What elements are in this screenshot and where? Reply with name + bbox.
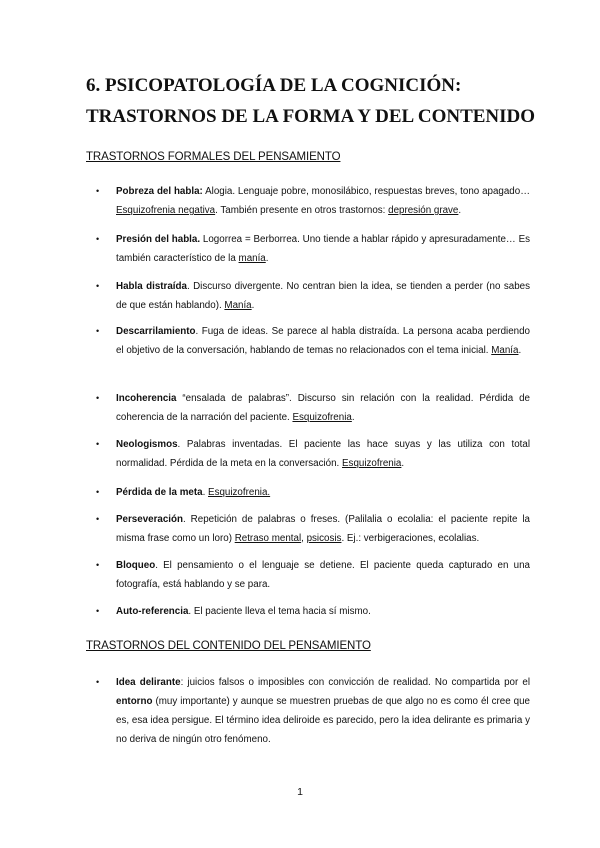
item-text: : juicios falsos o imposibles con convicción de realidad. No compartida por el [180, 677, 530, 688]
item-term: Idea delirante [116, 677, 181, 688]
item-text: . El paciente lleva el tema hacia sí mismo. [188, 606, 371, 617]
item-text: . Palabras inventadas. El paciente las hace suyas y las utiliza con total normalidad. Pérdida de la meta en la conversación. [116, 439, 530, 469]
bullet-icon: • [96, 281, 100, 291]
item-text: (muy importante) y aunque se muestren pruebas de que algo no es como él cree que es, esa idea persigue. El término idea deliroide es parecido, pero la idea delirante es primaria y no deriva de ningún otro fenómeno. [116, 696, 530, 745]
item-text: . Fuga de ideas. Se parece al habla distraída. La persona acaba perdiendo el objetivo de la conversación, hablando de temas no relacionados con el tema inicial. [116, 326, 530, 356]
item-term: entorno [116, 696, 153, 707]
bullet-icon: • [96, 606, 100, 616]
page-number: 1 [297, 786, 303, 798]
item-diagnosis: depresión grave [388, 205, 459, 216]
item-text: . [351, 412, 355, 423]
item-term: Bloqueo [116, 560, 156, 571]
item-text: . [401, 458, 405, 469]
item-term: Descarrilamiento [116, 326, 196, 337]
item-text: . [518, 345, 522, 356]
item-term: Auto-referencia [116, 606, 189, 617]
item-diagnosis: Esquizofrenia [292, 412, 352, 423]
bullet-icon: • [96, 560, 100, 570]
bullet-icon: • [96, 326, 100, 336]
item-term: Presión del habla. [116, 234, 201, 245]
item-term: Pobreza del habla: [116, 186, 203, 197]
bullet-icon: • [96, 677, 100, 687]
section-heading-contenido: TRASTORNOS DEL CONTENIDO DEL PENSAMIENTO [86, 640, 371, 652]
item-term: Neologismos [116, 439, 178, 450]
item-diagnosis: Manía [224, 300, 252, 311]
section-heading-formales: TRASTORNOS FORMALES DEL PENSAMIENTO [86, 151, 341, 163]
item-diagnosis: psicosis [306, 533, 342, 544]
item-text: . [458, 205, 462, 216]
item-text: Alogia. Lenguaje pobre, monosilábico, respuestas breves, tono apagado… [202, 186, 531, 197]
bullet-icon: • [96, 393, 100, 403]
bullet-icon: • [96, 514, 100, 524]
item-diagnosis: Esquizofrenia. [208, 487, 271, 498]
item-text: . [265, 253, 269, 264]
item-text: . Ej.: verbigeraciones, ecolalias. [341, 533, 480, 544]
item-term: Pérdida de la meta [116, 487, 203, 498]
item-text: . Repetición de palabras o freses. (Palilalia o ecolalia: el paciente repite la misma frase como un loro) [116, 514, 530, 544]
bullet-icon: • [96, 487, 100, 497]
item-text: “ensalada de palabras”. Discurso sin relación con la realidad. Pérdida de coherencia de la narración del paciente. [116, 393, 530, 423]
item-term: Perseveración [116, 514, 183, 525]
bullet-icon: • [96, 186, 100, 196]
item-diagnosis: Manía [491, 345, 519, 356]
item-term: Incoherencia [116, 393, 177, 404]
item-text: . [202, 487, 209, 498]
item-diagnosis: Retraso mental [234, 533, 302, 544]
item-text: . También presente en otros trastornos: [215, 205, 389, 216]
item-text: , [301, 533, 307, 544]
item-text: . [251, 300, 255, 311]
item-diagnosis: Esquizofrenia negativa [116, 205, 216, 216]
item-text: . El pensamiento o el lenguaje se detiene. El paciente queda capturado en una fotografía, está hablando y se para. [116, 560, 530, 590]
bullet-icon: • [96, 439, 100, 449]
item-text: Logorrea = Berborrea. Uno tiende a hablar rápido y apresuradamente… Es también característico de la [116, 234, 530, 264]
page-title: 6. PSICOPATOLOGÍA DE LA COGNICIÓN: TRASTORNOS DE LA FORMA Y DEL CONTENIDO [86, 75, 536, 127]
item-diagnosis: Esquizofrenia [342, 458, 402, 469]
item-text: . Discurso divergente. No centran bien la idea, se tienden a perder (no sabes de que están hablando). [116, 281, 531, 311]
bullet-icon: • [96, 234, 100, 244]
item-diagnosis: manía [238, 253, 266, 264]
item-term: Habla distraída [116, 281, 187, 292]
